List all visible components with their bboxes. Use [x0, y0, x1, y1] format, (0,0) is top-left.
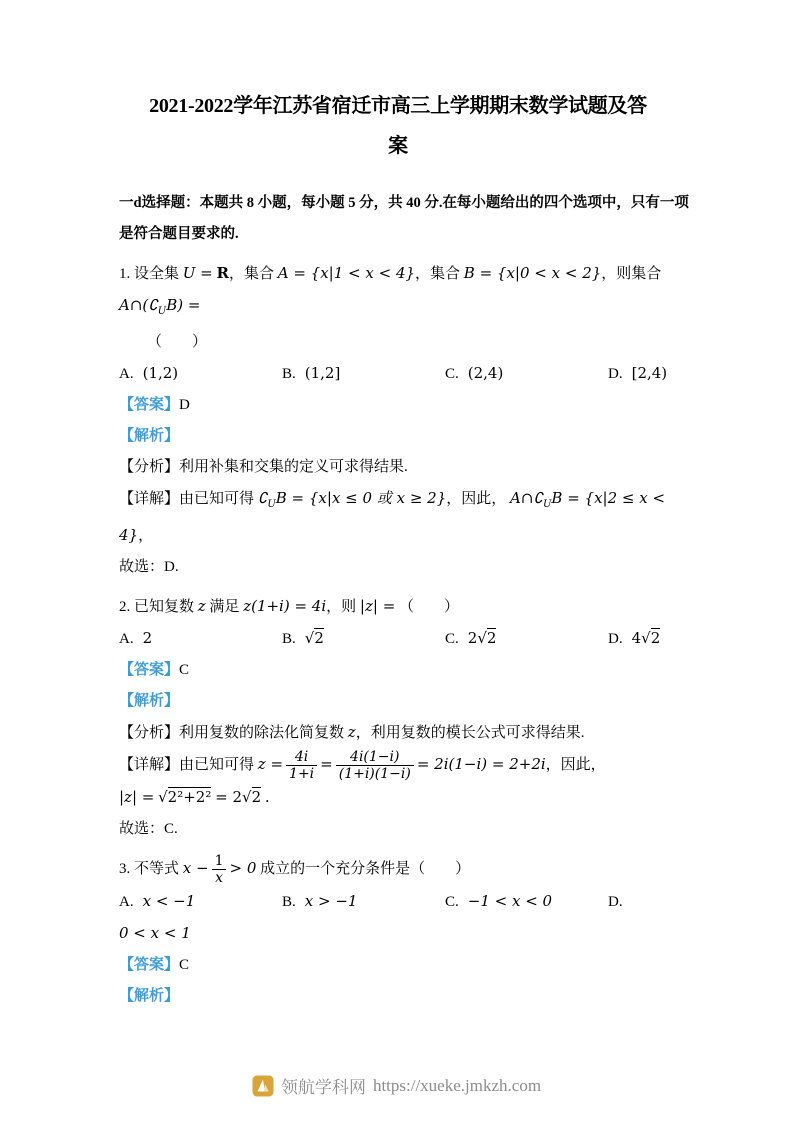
q1-stem-text-4: ，则集合: [601, 266, 662, 282]
q2-option-b-radicand: 2: [314, 629, 324, 647]
q3-option-c: [445, 886, 608, 918]
q1-answer-line: [119, 390, 677, 421]
q2-math-z: z: [197, 597, 206, 615]
q3-math-x-minus: x −: [182, 859, 209, 878]
q3-fraction-denominator: x: [215, 870, 223, 887]
document-content: [119, 86, 689, 1012]
jiexi-label: 【解析】: [119, 693, 180, 709]
q3-option-a-value: x < −1: [142, 892, 196, 911]
q1-math-set-b: B = {x|0 < x < 2}: [463, 264, 602, 282]
q1-detail-text-1: 由已知可得: [179, 491, 255, 507]
q1-math-reals: R: [216, 264, 229, 282]
q1-option-b: [282, 358, 445, 390]
q1-math-universe: U =: [182, 264, 213, 282]
q2-option-d: [608, 623, 660, 655]
q1-detail-math-complement: ∁: [257, 489, 268, 507]
q3-option-d-continuation: [119, 918, 677, 950]
option-b-label: B.: [282, 894, 296, 911]
q2-fraction-1-numerator: 4i: [286, 749, 317, 766]
q1-math-complement-pre: A∩(∁: [119, 296, 158, 314]
fenxi-label: 【分析】: [119, 459, 180, 475]
fenxi-label: 【分析】: [119, 725, 180, 741]
q2-option-d-coefficient: 4: [631, 629, 642, 647]
answer-label: 【答案】: [119, 397, 180, 413]
q2-option-a: [119, 623, 282, 655]
option-d-label: D.: [608, 894, 623, 911]
q1-stem-text-2: ，集合: [228, 266, 274, 282]
q2-option-c-value: [477, 628, 496, 647]
q1-detail-text-3: ，: [138, 528, 154, 544]
q1-option-c: [445, 358, 608, 390]
jiexi-label: 【解析】: [119, 988, 180, 1005]
q2-detail-equals-1: =: [320, 755, 333, 774]
instruction-line-2: 是符合题目要求的.: [119, 226, 239, 242]
q1-option-b-value: (1,2]: [304, 364, 341, 382]
question-1: [119, 258, 677, 583]
q2-answer-value: C: [179, 662, 190, 678]
q2-math-equation: z(1+i) = 4i: [243, 597, 327, 615]
q2-fenxi-math-z: z: [347, 723, 356, 741]
option-c-label: C.: [445, 366, 459, 382]
q2-modulus-math: |z| =: [119, 788, 155, 807]
q1-conclusion: [119, 552, 677, 583]
q1-jiexi-line: [119, 421, 677, 452]
q1-option-d-value: [2,4): [631, 364, 668, 382]
q2-option-d-radicand: 2: [650, 629, 661, 647]
site-logo-icon: [252, 1075, 274, 1097]
question-3: [119, 853, 677, 1012]
q1-options: [119, 358, 677, 390]
q1-complement-subscript: U: [157, 306, 167, 317]
footer-site-name: 领航学科网: [280, 1078, 366, 1097]
q1-fenxi-text: 利用补集和交集的定义可求得结果.: [179, 459, 408, 475]
q2-fraction-1: [286, 749, 317, 782]
footer-url[interactable]: https://xueke.jmkzh.com: [372, 1075, 542, 1095]
option-a-label: A.: [119, 366, 134, 382]
q3-math-gt-zero: > 0: [229, 859, 257, 878]
option-c-label: C.: [445, 631, 459, 647]
q2-fraction-1-denominator: 1+i: [289, 766, 315, 783]
q2-modulus-radicand-2: 2: [251, 788, 262, 807]
option-d-label: D.: [608, 366, 623, 382]
q3-option-d-value: 0 < x < 1: [119, 924, 191, 943]
q1-detail-subscript-1: U: [267, 499, 276, 510]
jiexi-label: 【解析】: [119, 428, 180, 444]
q2-detail-line-2: [119, 782, 677, 814]
q3-answer-line: [119, 950, 677, 981]
q1-stem-text-3: ，集合: [415, 266, 461, 282]
q3-stem-text-1: 3. 不等式: [119, 861, 180, 878]
q2-math-modulus: |z| =: [359, 597, 396, 615]
q1-choice-text: 故选：D.: [119, 559, 179, 575]
sqrt-sign-icon: √: [242, 788, 252, 807]
q1-paren-text: （ ）: [147, 334, 208, 350]
q3-option-a: [119, 886, 282, 918]
sqrt-sign-icon: √: [641, 629, 651, 647]
q1-answer-paren: [119, 327, 677, 358]
option-a-label: A.: [119, 894, 134, 911]
page-footer: [0, 1073, 793, 1098]
q2-fenxi-text-1: 利用复数的除法化简复数: [179, 725, 345, 741]
q1-detail-text-2: ，因此，: [446, 491, 507, 507]
q3-fraction: [212, 853, 227, 886]
q1-option-a-value: (1,2): [142, 364, 179, 382]
q1-option-c-value: (2,4): [467, 364, 504, 382]
q2-fenxi-text-2: ，利用复数的模长公式可求得结果.: [355, 725, 585, 741]
q2-detail-period: .: [264, 788, 270, 807]
q2-option-d-value: [641, 628, 660, 647]
xiangjie-label: 【详解】: [119, 757, 180, 774]
option-d-label: D.: [608, 631, 623, 647]
q2-detail-math-z-equals: z =: [257, 755, 284, 774]
q2-jiexi-line: [119, 686, 677, 717]
q2-answer-line: [119, 655, 677, 686]
q2-choice-text: 故选：C.: [119, 821, 178, 838]
q2-modulus-radicand: 2²+2²: [167, 788, 212, 807]
instruction-line-1: 一d选择题：本题共 8 小题，每小题 5 分，共 40 分.在每小题给出的四个选项中，只有一项: [119, 195, 689, 211]
q3-option-b: [282, 886, 445, 918]
q3-option-c-value: −1 < x < 0: [467, 892, 553, 911]
q2-fenxi-line: [119, 717, 677, 749]
q3-answer-value: C: [179, 957, 190, 974]
question-2: [119, 591, 677, 845]
q2-stem-text-1: 2. 已知复数: [119, 599, 195, 615]
q2-option-a-value: 2: [142, 629, 153, 647]
title-line-1: 2021-2022学年江苏省宿迁市高三上学期期末数学试题及答: [149, 95, 647, 117]
title-line-2: 案: [388, 135, 408, 157]
xiangjie-label: 【详解】: [119, 491, 180, 507]
q2-stem-text-2: 满足: [209, 599, 240, 615]
q1-detail-math-result: B = {x|2 ≤ x < 4}: [119, 489, 666, 544]
q2-modulus-sqrt-2: [242, 787, 261, 806]
option-b-label: B.: [282, 631, 296, 647]
q2-fraction-2-denominator: (1+i)(1−i): [338, 766, 411, 783]
q2-option-c-radicand: 2: [486, 629, 497, 647]
q2-detail-text-2: ，因此，: [545, 757, 606, 774]
q2-option-c: [445, 623, 608, 655]
q1-fenxi-line: [119, 452, 677, 483]
document-title: [119, 86, 677, 166]
q2-fraction-2-numerator: 4i(1−i): [336, 749, 414, 766]
option-a-label: A.: [119, 631, 134, 647]
q1-detail-math-setdef: B = {x|x ≤ 0 或 x ≥ 2}: [275, 489, 447, 507]
q2-detail-line-1: [119, 749, 677, 782]
q3-options: [119, 886, 677, 918]
q1-detail-subscript-2: U: [542, 499, 552, 510]
q2-option-c-coefficient: 2: [467, 629, 478, 647]
q2-option-b-value: [305, 628, 324, 647]
q3-jiexi-line: [119, 981, 677, 1012]
option-c-label: C.: [445, 894, 459, 911]
sqrt-sign-icon: √: [304, 629, 315, 647]
q1-math-complement-post: B) =: [166, 296, 201, 314]
q2-fraction-2: [336, 749, 414, 782]
q3-stem: [119, 853, 677, 886]
sqrt-sign-icon: √: [158, 788, 168, 807]
q2-detail-text-1: 由已知可得: [179, 757, 255, 774]
q1-answer-value: D: [179, 397, 190, 413]
q1-math-set-a: A = {x|1 < x < 4}: [277, 264, 416, 282]
sqrt-sign-icon: √: [477, 629, 487, 647]
option-b-label: B.: [282, 366, 296, 382]
q1-stem: [119, 258, 677, 327]
q2-conclusion: [119, 814, 677, 845]
q1-detail-line: [119, 483, 677, 552]
q1-option-a: [119, 358, 282, 390]
q1-stem-text-1: 1. 设全集: [119, 266, 180, 282]
q3-fraction-numerator: 1: [212, 853, 227, 870]
q2-option-b: [282, 623, 445, 655]
q2-paren-text: （ ）: [399, 599, 460, 615]
q2-options: [119, 623, 677, 655]
section-instruction: [119, 188, 689, 250]
q2-stem-text-3: ，则: [326, 599, 357, 615]
q2-detail-math-result: = 2i(1−i) = 2+2i: [416, 755, 546, 774]
q2-modulus-sqrt: [158, 787, 211, 806]
q1-detail-math-intersection: A∩∁: [510, 489, 543, 507]
answer-label: 【答案】: [119, 957, 180, 974]
q2-stem: [119, 591, 677, 623]
q3-option-b-value: x > −1: [304, 892, 358, 911]
answer-label: 【答案】: [119, 662, 180, 678]
q2-modulus-equals: = 2: [215, 788, 242, 807]
q3-stem-text-2: 成立的一个充分条件是（ ）: [260, 861, 471, 878]
q1-option-d: [608, 358, 667, 390]
q3-option-d: [608, 887, 632, 918]
